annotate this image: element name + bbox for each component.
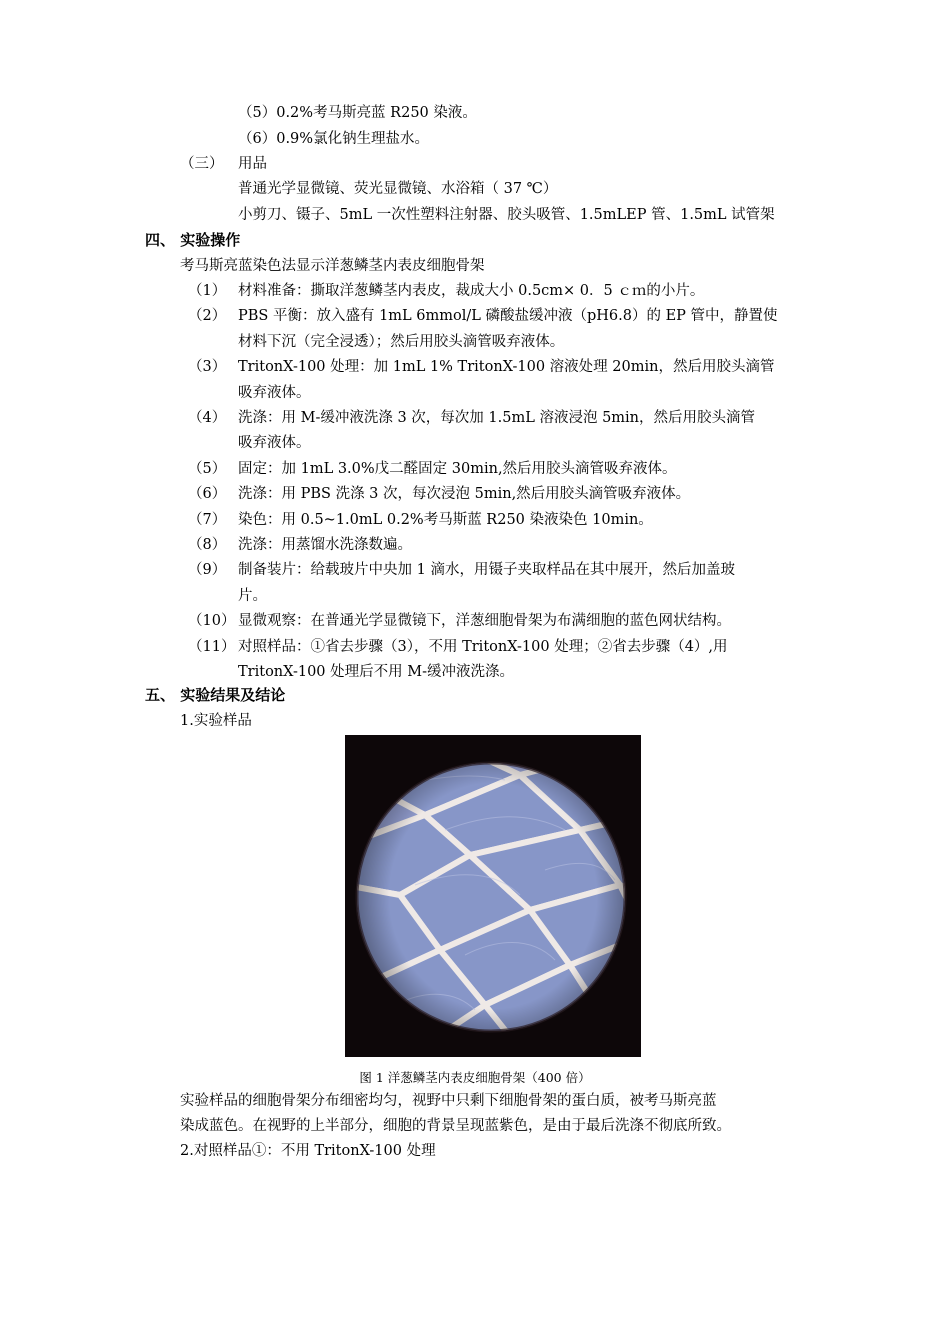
step-text-line: 对照样品：①省去步骤（3），不用 TritonX-100 处理；②省去步骤（4）,用 bbox=[238, 638, 728, 655]
step-number: （2） bbox=[188, 308, 227, 325]
step-text-line: PBS 平衡：放入盛有 1mL 6mmol/L 磷酸盐缓冲液（pH6.8）的 EP 管中，静置使 bbox=[238, 308, 778, 325]
step-text-line: 固定：加 1mL 3.0%戊二醛固定 30min,然后用胶头滴管吸弃液体。 bbox=[238, 460, 677, 477]
section-4-intro: 考马斯亮蓝染色法显示洋葱鳞茎内表皮细胞骨架 bbox=[180, 258, 485, 274]
section-5-heading: 五、 实验结果及结论 bbox=[145, 686, 286, 704]
step-number: （1） bbox=[188, 283, 227, 299]
supplies-line-2: 小剪刀、镊子、5mL 一次性塑料注射器、胶头吸管、1.5mLEP 管、1.5mL 试管架 bbox=[238, 207, 775, 223]
figure-caption: 图 1 洋葱鳞茎内表皮细胞骨架（400 倍） bbox=[359, 1070, 591, 1085]
step-number: （7） bbox=[188, 511, 227, 528]
micrograph-svg bbox=[345, 735, 641, 1057]
step-text-line: TritonX-100 处理后不用 M-缓冲液洗涤。 bbox=[238, 664, 514, 680]
step-number: （11） bbox=[188, 638, 236, 655]
step-text-line: 制备装片：给载玻片中央加 1 滴水，用镊子夹取样品在其中展开，然后加盖玻 bbox=[238, 562, 735, 579]
step-text-line: 材料下沉（完全浸透）；然后用胶头滴管吸弃液体。 bbox=[238, 333, 565, 350]
step-number: （3） bbox=[188, 359, 227, 376]
step-number: （5） bbox=[188, 460, 227, 477]
step-text-line: 洗涤：用蒸馏水洗涤数遍。 bbox=[238, 537, 412, 553]
step-text-line: 显微观察：在普通光学显微镜下，洋葱细胞骨架为布满细胞的蓝色网状结构。 bbox=[238, 613, 731, 630]
reagent-line-5: （5）0.2%考马斯亮蓝 R250 染液。 bbox=[238, 105, 477, 121]
subheading-sample: 1.实验样品 bbox=[180, 713, 252, 729]
result-paragraph-line-1: 实验样品的细胞骨架分布细密均匀，视野中只剩下细胞骨架的蛋白质，被考马斯亮蓝 bbox=[180, 1093, 717, 1109]
step-text-line: 吸弃液体。 bbox=[238, 435, 311, 452]
supplies-number: （三） bbox=[180, 156, 224, 172]
microscope-image bbox=[345, 735, 641, 1057]
step-number: （10） bbox=[188, 613, 236, 630]
section-4-heading: 四、 实验操作 bbox=[145, 231, 241, 249]
supplies-heading: 用品 bbox=[238, 156, 267, 172]
step-number: （9） bbox=[188, 562, 227, 579]
reagent-line-6: （6）0.9%氯化钠生理盐水。 bbox=[238, 131, 430, 147]
step-text-line: 洗涤：用 PBS 洗涤 3 次，每次浸泡 5min,然后用胶头滴管吸弃液体。 bbox=[238, 486, 691, 503]
step-text-line: 洗涤：用 M-缓冲液洗涤 3 次，每次加 1.5mL 溶液浸泡 5min，然后用胶头滴管 bbox=[238, 410, 756, 426]
step-text-line: 染色：用 0.5~1.0mL 0.2%考马斯蓝 R250 染液染色 10min。 bbox=[238, 511, 653, 528]
step-number: （4） bbox=[188, 410, 227, 426]
subheading-control: 2.对照样品①：不用 TritonX-100 处理 bbox=[180, 1143, 436, 1159]
step-number: （6） bbox=[188, 486, 227, 503]
supplies-line-1: 普通光学显微镜、荧光显微镜、水浴箱（ 37 ℃） bbox=[238, 181, 558, 197]
step-number: （8） bbox=[188, 537, 227, 553]
step-text-line: 片。 bbox=[238, 587, 267, 604]
step-text-line: TritonX-100 处理：加 1mL 1% TritonX-100 溶液处理 20min，然后用胶头滴管 bbox=[238, 359, 775, 376]
step-text-line: 吸弃液体。 bbox=[238, 384, 311, 401]
step-text-line: 材料准备：撕取洋葱鳞茎内表皮，裁成大小 0.5cm× 0．5 ｃｍ的小片。 bbox=[238, 283, 705, 299]
result-paragraph-line-2: 染成蓝色。在视野的上半部分，细胞的背景呈现蓝紫色，是由于最后洗涤不彻底所致。 bbox=[180, 1118, 731, 1134]
